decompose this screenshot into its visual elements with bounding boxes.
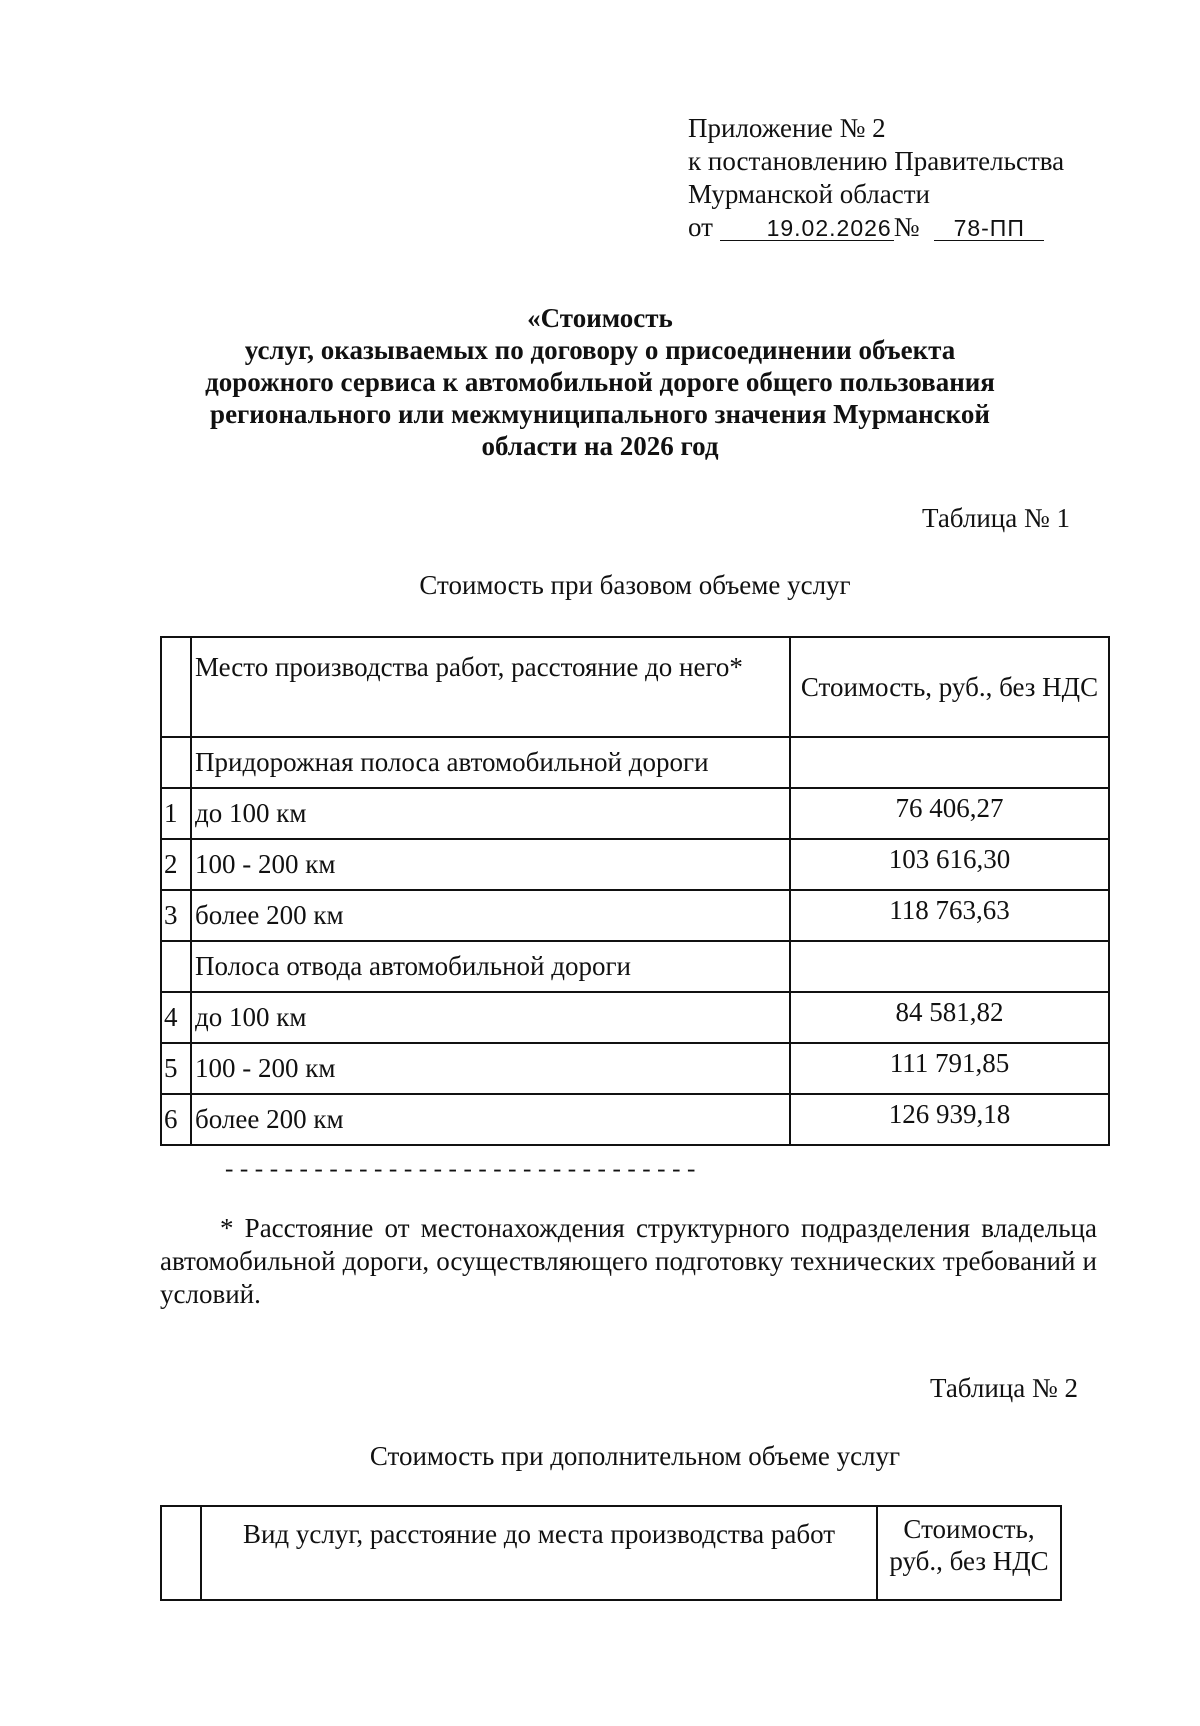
row-place: до 100 км <box>191 788 790 839</box>
table1-header-cost: Стоимость, руб., без НДС <box>790 637 1109 737</box>
table1-header-row <box>161 637 1109 737</box>
table1-section-row <box>161 737 1109 788</box>
row-place: 100 - 200 км <box>191 1043 790 1094</box>
row-number: 4 <box>161 992 191 1043</box>
title-line-3: дорожного сервиса к автомобильной дороге общего пользования <box>205 367 995 397</box>
row-cost: 84 581,82 <box>790 992 1109 1043</box>
table2-label: Таблица № 2 <box>930 1373 1078 1403</box>
number-prefix: № <box>893 212 920 242</box>
document-title <box>130 302 1070 462</box>
resolution-number: 78-ПП <box>934 216 1044 241</box>
appendix-block <box>688 112 1064 244</box>
table-row <box>161 1043 1109 1094</box>
title-line-5: области на 2026 год <box>481 431 719 461</box>
row-cost: 118 763,63 <box>790 890 1109 941</box>
table2-header-cost <box>877 1506 1061 1600</box>
row-number: 3 <box>161 890 191 941</box>
table-cell <box>161 737 191 788</box>
table1-header-place: Место производства работ, расстояние до него* <box>191 637 790 737</box>
title-line-4: регионального или межмуниципального значения Мурманской <box>210 399 990 429</box>
table-row <box>161 890 1109 941</box>
date-prefix: от <box>688 212 713 242</box>
table1-section-row <box>161 941 1109 992</box>
row-cost: 126 939,18 <box>790 1094 1109 1145</box>
appendix-number: Приложение № 2 <box>688 113 886 143</box>
table2-header-cost-line1: Стоимость, <box>903 1514 1035 1544</box>
table1-caption: Стоимость при базовом объеме услуг <box>419 570 851 600</box>
table-row <box>161 1094 1109 1145</box>
row-cost: 111 791,85 <box>790 1043 1109 1094</box>
table2 <box>160 1505 1062 1601</box>
row-cost: 103 616,30 <box>790 839 1109 890</box>
title-line-2: услуг, оказываемых по договору о присоединении объекта <box>244 335 956 365</box>
table1-header-num <box>161 637 191 737</box>
footnote-text: * Расстояние от местонахождения структурного подразделения владельца автомобильной дороги, осуществляющего подготовку технических требований и условий. <box>160 1213 1097 1309</box>
row-number: 2 <box>161 839 191 890</box>
row-place: более 200 км <box>191 890 790 941</box>
appendix-date-line <box>688 211 1064 244</box>
row-number: 6 <box>161 1094 191 1145</box>
row-place: до 100 км <box>191 992 790 1043</box>
footnote-separator: -------------------------------- <box>222 1158 699 1185</box>
table2-header-num <box>161 1506 201 1600</box>
row-cost: 76 406,27 <box>790 788 1109 839</box>
resolution-date: 19.02.2026 <box>720 216 894 241</box>
row-number: 5 <box>161 1043 191 1094</box>
table-row <box>161 992 1109 1043</box>
table-row <box>161 839 1109 890</box>
row-place: 100 - 200 км <box>191 839 790 890</box>
table2-caption: Стоимость при дополнительном объеме услуг <box>369 1441 901 1471</box>
table-cell <box>790 941 1109 992</box>
table-row <box>161 788 1109 839</box>
appendix-resolution-ref: к постановлению Правительства <box>688 146 1065 176</box>
table2-header-kind: Вид услуг, расстояние до места производства работ <box>201 1506 877 1600</box>
table2-header-row <box>161 1506 1061 1600</box>
row-number: 1 <box>161 788 191 839</box>
table-cell <box>790 737 1109 788</box>
section-name: Полоса отвода автомобильной дороги <box>191 941 790 992</box>
title-line-1: «Стоимость <box>527 303 673 333</box>
table2-header-cost-line2: руб., без НДС <box>889 1546 1049 1576</box>
section-name: Придорожная полоса автомобильной дороги <box>191 737 790 788</box>
table-cell <box>161 941 191 992</box>
appendix-region: Мурманской области <box>688 179 930 209</box>
table1-label: Таблица № 1 <box>922 503 1070 533</box>
row-place: более 200 км <box>191 1094 790 1145</box>
table1 <box>160 636 1110 1146</box>
